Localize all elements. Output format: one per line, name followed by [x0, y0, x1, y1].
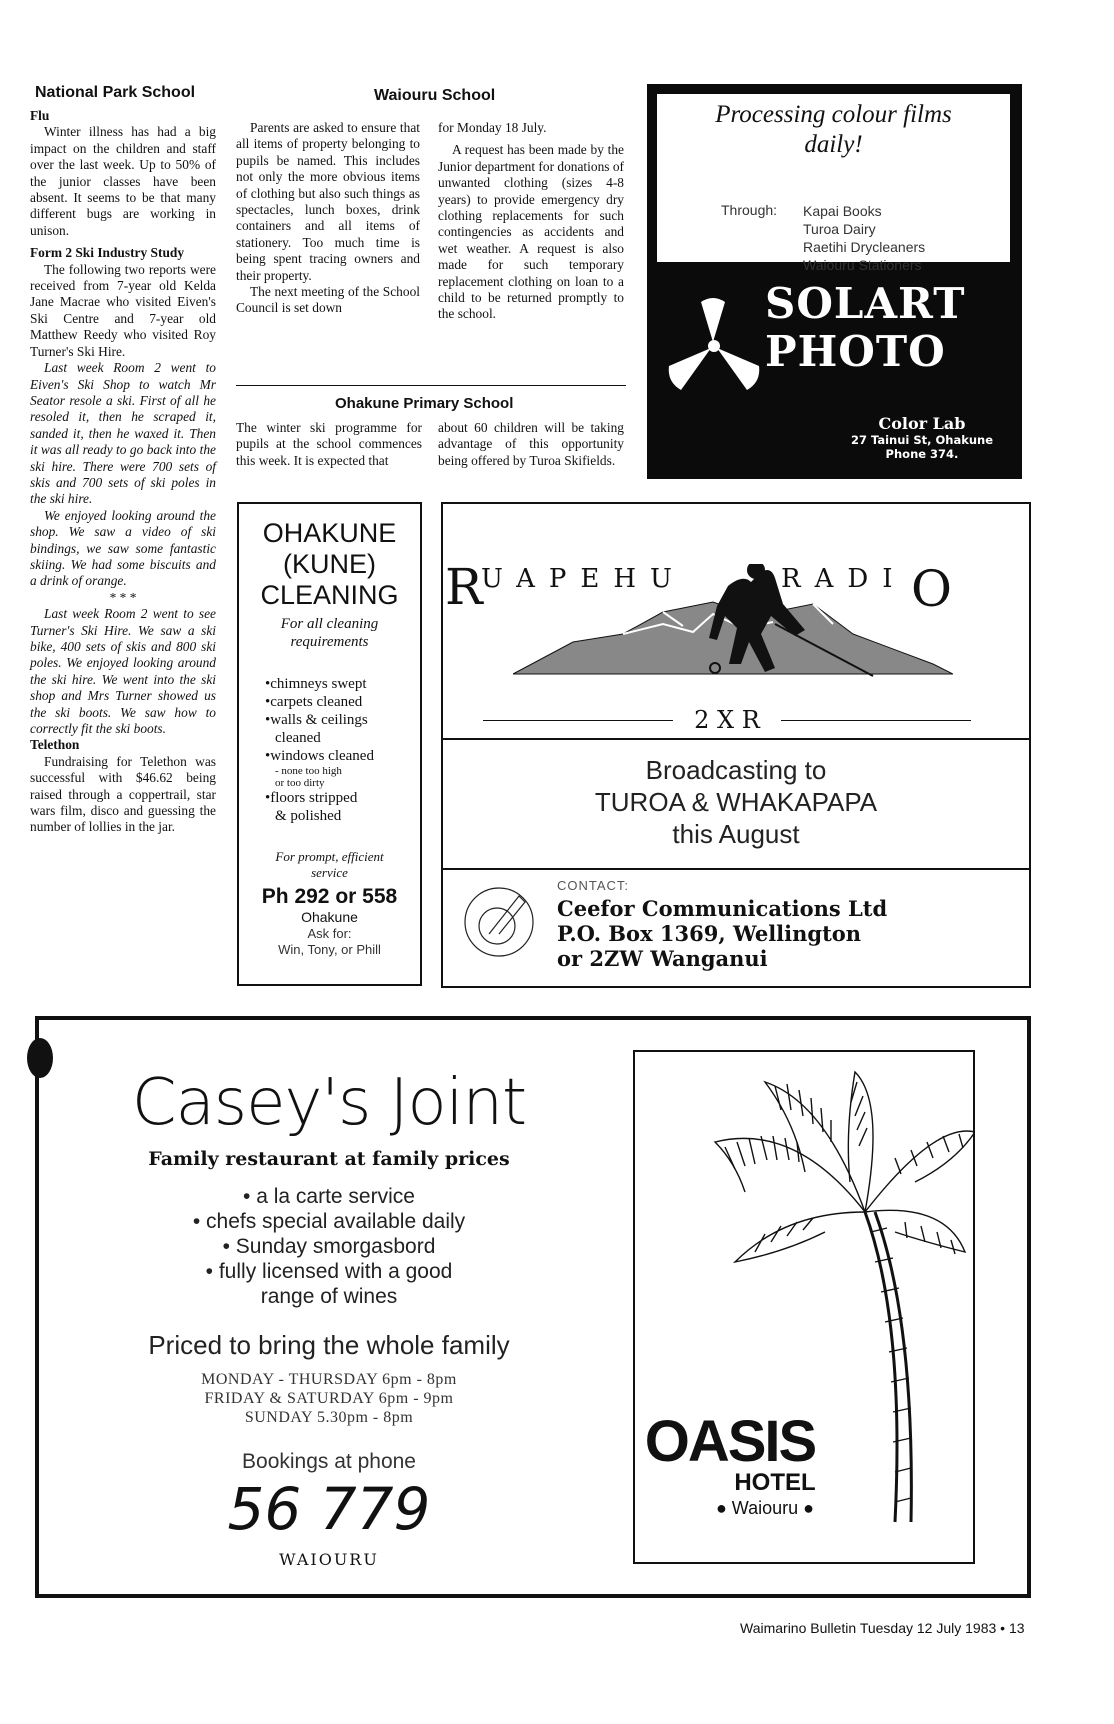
- solart-brand: [765, 280, 965, 376]
- cleaning-item: •carpets cleaned: [265, 694, 363, 710]
- radio-logo-panel: [443, 504, 1029, 736]
- waiouru-heading: Waiouru School: [374, 87, 496, 104]
- waiouru-col2-p2: A request has been made by the Junior department for donations of unwanted clothing (sizes 4-8 years) to provide emergency dry clothing replacements for such contingencies as accidents and wet weather. A request is also made for such temporary replacement clothing on loan to a child to be returned promptly to the school.: [438, 142, 624, 322]
- ski-intro: The following two reports were received from 7-year old Kelda Jane Macrae who visited Eiven's Ski Centre and 7-year old Matthew Reedy who visited Roy Turner's Ski Hire.: [30, 261, 216, 359]
- cleaning-ad: [237, 502, 422, 986]
- caseys-logo: Casey's Joint: [131, 1066, 527, 1140]
- cleaning-item: •chimneys swept: [265, 676, 367, 692]
- caseys-place: WAIOURU: [279, 1550, 379, 1569]
- page-footer: Waimarino Bulletin Tuesday 12 July 1983 • 13: [740, 1620, 1025, 1636]
- contact-company: Ceefor Communications Ltd: [557, 896, 888, 921]
- cleaning-note: or too dirty: [275, 777, 325, 789]
- national-park-column: [30, 108, 216, 836]
- cleaning-item: •walls & ceilings: [265, 712, 368, 728]
- report-eivens-2: We enjoyed looking around the shop. We saw a video of ski bindings, we saw some fantastic skiing. We had some biscuits and a drink of orange.: [30, 507, 216, 589]
- radio-divider-2: [443, 868, 1029, 870]
- contact-label: CONTACT:: [557, 878, 630, 893]
- solart-headline: [657, 100, 1010, 160]
- caseys-hours: [79, 1370, 579, 1427]
- solart-brand-2: PHOTO: [765, 327, 946, 376]
- radio-ad: [441, 502, 1031, 988]
- solart-headline-1: Processing colour films: [715, 101, 952, 128]
- waiouru-col1-p1: Parents are asked to ensure that all items of property belonging to pupils be named. This includes not only the more obvious items of clothing but also such things as spectacles, lunch boxes, drink containers and all items of stationery. Too much time is being spent tracing owners and their property.: [236, 120, 420, 283]
- radio-logo-r: R: [445, 558, 483, 616]
- ohakune-col2: about 60 children will be taking advantage of this opportunity being offered by Turoa Skifields.: [438, 420, 624, 468]
- cleaning-names: Win, Tony, or Phill: [278, 942, 381, 957]
- cleaning-title-1: OHAKUNE: [262, 518, 397, 548]
- broadcast-line: this August: [672, 819, 800, 849]
- outlet-item: Kapai Books: [803, 203, 882, 219]
- broadcast-block: [443, 754, 1029, 850]
- radio-divider-1: [443, 738, 1029, 740]
- caseys-oasis-ad: [35, 1016, 1031, 1598]
- solart-address: 27 Tainui St, Ohakune: [850, 433, 994, 447]
- cleaning-tagline: For all cleaning requirements: [280, 616, 379, 650]
- cleaning-item: •windows cleaned: [265, 748, 374, 764]
- contact-alt: or 2ZW Wanganui: [557, 946, 768, 971]
- national-park-heading: National Park School: [35, 84, 196, 101]
- solart-through: Through:: [721, 202, 778, 218]
- oasis-hotel: HOTEL: [734, 1469, 816, 1496]
- cleaning-town: Ohakune: [301, 909, 358, 925]
- cleaning-phone: Ph 292 or 558: [261, 885, 398, 908]
- feature-item: • fully licensed with a good: [205, 1260, 453, 1283]
- report-eivens: Last week Room 2 went to Eiven's Ski Shop to watch Mr Seator resole a ski. First of all he resoled it, then he scraped it, sanded it, then he waxed it. Then it was all ready to go back into the ski hire. There were 700 sets of skis and 700 sets of ski poles in the ski hire.: [30, 360, 216, 507]
- cleaning-note: - none too high: [275, 765, 342, 777]
- ceefor-logo-icon: [459, 882, 539, 962]
- ski-subhead: Form 2 Ski Industry Study: [30, 245, 185, 261]
- hours-line: FRIDAY & SATURDAY 6pm - 9pm: [204, 1390, 454, 1407]
- station-rule-left: [483, 720, 673, 721]
- cleaning-ask: Ask for:: [307, 926, 352, 941]
- hours-line: SUNDAY 5.30pm - 8pm: [244, 1409, 414, 1426]
- solart-brand-1: SOLART: [765, 279, 966, 328]
- telethon-text: Fundraising for Telethon was successful with $46.62 being raised through a coppertrail, star wars film, disco and guessing the number of lollies in the jar.: [30, 753, 216, 835]
- solart-logo-icon: [661, 294, 766, 399]
- broadcast-line: TUROA & WHAKAPAPA: [594, 787, 878, 817]
- solart-phone: Phone 374.: [885, 447, 959, 461]
- feature-item: range of wines: [260, 1285, 398, 1308]
- flu-text: Winter illness has had a big impact on the children and staff over the last week. Up to 50% of the junior classes have been absent. It seems to be that many different bugs are working in unison.: [30, 124, 216, 238]
- punch-hole: [27, 1038, 53, 1078]
- ohakune-school-heading: Ohakune Primary School: [335, 395, 514, 412]
- station-call-sign: 2 X R: [694, 706, 760, 734]
- cleaning-title: [239, 518, 420, 611]
- solart-lab: Color Lab: [878, 414, 966, 433]
- feature-item: • a la carte service: [243, 1185, 415, 1208]
- waiouru-col2: [438, 120, 624, 323]
- broadcast-line: Broadcasting to: [645, 755, 827, 785]
- waiouru-col1: [236, 120, 420, 317]
- waiouru-col1-p2: The next meeting of the School Council is set down: [236, 284, 420, 316]
- separator-stars: * * *: [109, 589, 137, 605]
- solart-outlets: [803, 202, 925, 274]
- cleaning-title-3: CLEANING: [260, 580, 399, 610]
- cleaning-list: [265, 675, 420, 825]
- solart-ad: [647, 84, 1022, 479]
- hours-line: MONDAY - THURSDAY 6pm - 8pm: [201, 1371, 457, 1388]
- cleaning-prompt: For prompt, efficient service: [275, 849, 384, 880]
- solart-panel: [657, 94, 1010, 273]
- outlet-item: Waiouru Stationers: [803, 257, 922, 273]
- caseys-phone: 56 779: [227, 1475, 431, 1543]
- radio-logo-right: RADI: [781, 564, 907, 594]
- section-divider: [236, 385, 626, 386]
- report-turners: Last week Room 2 went to see Turner's Ski Hire. We saw a ski bike, 400 sets of skis and 800 ski poles. We enjoyed looking around the ski hire. We went into the ski shop and Mrs Turner showed us the ski boots. We saw how to correctly fit the ski boots.: [30, 606, 216, 737]
- oasis-place: ● Waiouru ●: [715, 1498, 815, 1518]
- cleaning-item: & polished: [275, 808, 342, 824]
- radio-logo-o: O: [911, 560, 952, 618]
- oasis-panel: [633, 1050, 975, 1564]
- telethon-subhead: Telethon: [30, 737, 80, 753]
- flu-subhead: Flu: [30, 108, 50, 123]
- caseys-priced: Priced to bring the whole family: [148, 1330, 510, 1360]
- oasis-name: OASIS: [644, 1409, 816, 1474]
- station-rule-right: [781, 720, 971, 721]
- contact-block: [557, 896, 887, 971]
- feature-item: • chefs special available daily: [192, 1210, 466, 1233]
- cleaning-title-2: (KUNE): [283, 549, 376, 579]
- solart-headline-2: daily!: [804, 131, 863, 158]
- outlet-item: Turoa Dairy: [803, 221, 876, 237]
- outlet-item: Raetihi Drycleaners: [803, 239, 926, 255]
- caseys-bookings: Bookings at phone: [242, 1450, 416, 1473]
- cleaning-item: cleaned: [275, 730, 321, 746]
- waiouru-col2-p1: for Monday 18 July.: [438, 120, 547, 135]
- ohakune-col1: The winter ski programme for pupils at the school commences this week. It is expected that: [236, 420, 422, 468]
- caseys-tagline: Family restaurant at family prices: [148, 1148, 510, 1170]
- caseys-features: [79, 1184, 579, 1309]
- solart-details: [822, 414, 1022, 461]
- feature-item: • Sunday smorgasbord: [222, 1235, 436, 1258]
- contact-address: P.O. Box 1369, Wellington: [557, 921, 862, 946]
- cleaning-item: •floors stripped: [265, 790, 358, 806]
- radio-logo-left: UAPEHU: [481, 564, 686, 594]
